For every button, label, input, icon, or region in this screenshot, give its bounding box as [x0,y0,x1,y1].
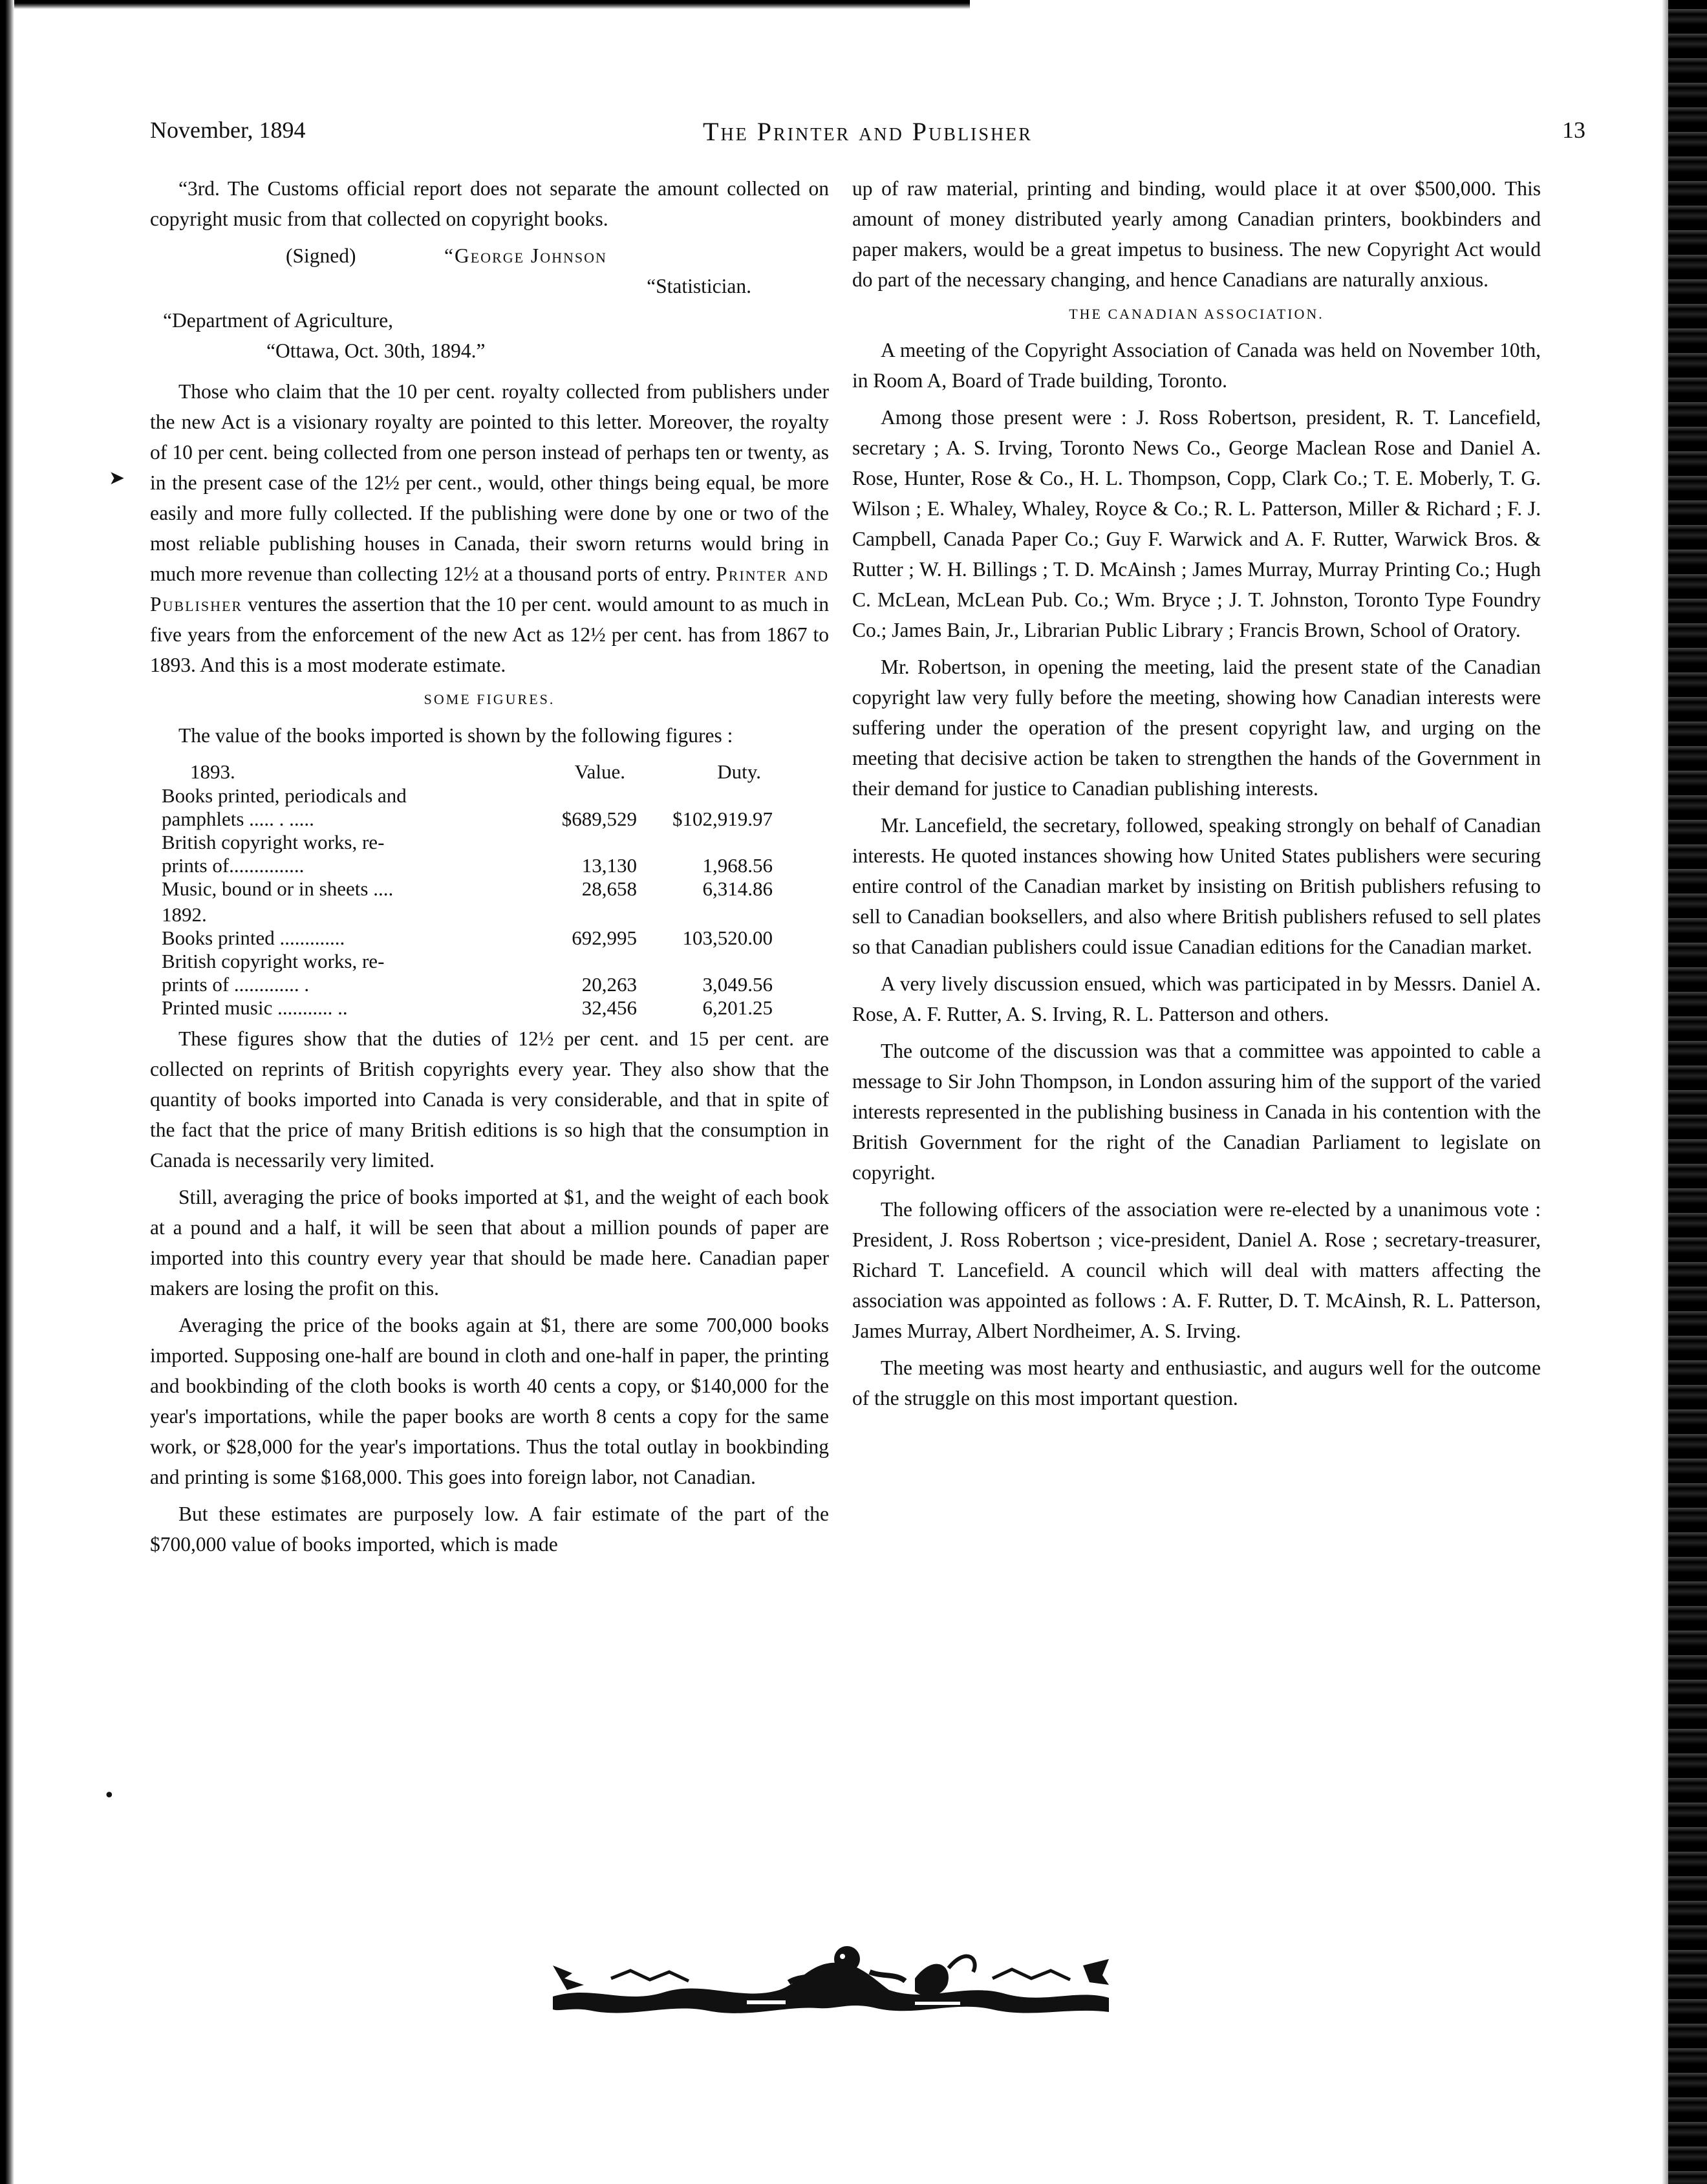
row-label: British copyright works, re- [162,950,385,972]
paragraph-robertson: Mr. Robertson, in opening the meeting, laid the present state of the Canadian copyright law very fully before the meeting, showing how Canadian interests were suffering under the operation of the present copyright law, and urging on the meeting that decisive action be taken to strengthen the hands of the Government in their demand for justice to Canadian publishing interests. [852,656,1541,800]
row-label: British copyright works, re- [162,831,385,853]
table-year-row [162,901,773,926]
signature-line [150,241,829,271]
paragraph-estimates: But these estimates are purposely low. A fair estimate of the part of the $700,000 value of books imported, which is made [150,1503,829,1556]
signer-name: “George Johnson [444,244,607,267]
paragraph-value-intro: The value of the books imported is shown by the following figures : [178,724,733,747]
row-value: 28,658 [581,877,637,900]
paragraph-present: Among those present were : J. Ross Robertson, president, R. T. Lancefield, secretary ; A. S. Irving, Toronto News Co., George Maclean Rose and Daniel A. Rose, Hunter, Rose & Co., H. L. Thompson, Copp, Clark Co.; T. E. Moberly, T. G. Wilson ; E. Whaley, Whaley, Royce & Co.; R. L. Patterson, Miller & Richard ; F. J. Campbell, Canada Paper Co.; Guy F. Warwick and A. F. Rutter, Warwick Bros. & Rutter ; W. H. Billings ; T. D. McAinsh ; James Murray, Murray Printing Co.; Hugh C. McLean, McLean Pub. Co.; Wm. Bryce ; J. T. Johnston, Toronto Type Foundry Co.; James Bain, Jr., Librarian Public Library ; Francis Brown, School of Oratory. [852,406,1541,641]
royalty-text-tail: ventures the assertion that the 10 per cent. would amount to as much in five years from the enforcement of the new Act as 12½ per cent. has from 1867 to 1893. And this is a most moderate estimate. [150,593,829,676]
paragraph-meeting: A meeting of the Copyright Association of Canada was held on November 10th, in Room A, Board of Trade building, Toronto. [852,339,1541,392]
paragraph-officers: The following officers of the association were re-elected by a unanimous vote : President, J. Ross Robertson ; vice-president, Daniel A. Rose ; secretary-treasurer, Richard T. Lancefield. A council which will deal with matters affecting the association was appointed as follows : A. F. Rutter, D. T. McAinsh, R. L. Patterson, James Murray, Albert Nordheimer, A. S. Irving. [852,1198,1541,1342]
scan-right-edge [1668,0,1707,2184]
table-row [162,854,773,877]
row-duty: 3,049.56 [702,973,773,996]
journal-name-inline: Printer and Publisher [150,562,829,616]
department-date: “Ottawa, Oct. 30th, 1894.” [266,339,486,362]
paragraph-lancefield: Mr. Lancefield, the secretary, followed, speaking strongly on behalf of Canadian interests. He quoted instances showing how United States publishers were securing entire control of the Canadian market by insisting on British publishers refusing to sell to Canadian booksellers, and also where British publishers refused to sell plates so that Canadian publishers could issue Canadian editions for the Canadian market. [852,814,1541,958]
row-duty: 103,520.00 [682,926,773,949]
row-label: prints of............... [162,854,305,877]
margin-mark: ➤ [109,467,125,489]
paragraph-binding: Averaging the price of the books again at $1, there are some 700,000 books imported. Supposing one-half are bound in cloth and one-half in paper, the printing and bookbinding of the cloth books is worth 40 cents a copy, or $140,000 for the year's importations, while the paper books are worth 8 cents a copy for the same work, or $28,000 for the year's importations. Thus the total outlay in bookbinding and printing is some $168,000. This goes into foreign labor, not Canadian. [150,1314,829,1488]
paragraph-hearty: The meeting was most hearty and enthusiastic, and augurs well for the outcome of the struggle on this most important question. [852,1356,1541,1409]
table-row [162,996,773,1020]
row-value: 32,456 [581,996,637,1019]
table-row [162,973,773,996]
row-label: Printed music ........... .. [162,996,348,1019]
right-column [852,173,1541,1420]
table-row [162,831,773,854]
paragraph-duties: These figures show that the duties of 12½ per cent. and 15 per cent. are collected on reprints of British copyrights every year. They also show that the quantity of books imported into Canada is very considerable, and that in spite of the fact that the price of many British editions is so high that the consumption in Canada is necessarily very limited. [150,1027,829,1172]
left-column [150,173,829,1566]
scan-top-edge [0,0,970,9]
table-header-row [162,757,773,784]
row-label: prints of ............. . [162,973,310,996]
paragraph-discussion: A very lively discussion ensued, which was participated in by Messrs. Daniel A. Rose, A. F. Rutter, A. S. Irving, R. L. Patterson and others. [852,972,1541,1025]
row-value: $689,529 [561,808,637,830]
row-label: Music, bound or in sheets .... [162,877,394,900]
journal-title: The Printer and Publisher [703,117,1033,146]
table-row [162,950,773,973]
scan-left-edge [0,0,14,2184]
signed-label: (Signed) [286,244,356,267]
department-line: “Department of Agriculture, [163,309,393,332]
table-row [162,808,773,831]
table-year-1893: 1893. [190,760,235,783]
table-col-value: Value. [574,760,625,783]
running-head [150,116,1585,155]
paragraph-paper: Still, averaging the price of books imported at $1, and the weight of each book at a pound and a half, it will be seen that about a million pounds of paper are imported into this country every year that should be made here. Canadian paper makers are losing the profit on this. [150,1186,829,1300]
paragraph-customs: “3rd. The Customs official report does not separate the amount collected on copyright music from that collected on copyright books. [150,177,829,230]
table-row [162,877,773,901]
row-label: pamphlets ..... . ..... [162,808,314,830]
row-duty: 1,968.56 [702,854,773,877]
row-duty: 6,314.86 [702,877,773,900]
row-duty: $102,919.97 [672,808,773,830]
row-label: Books printed ............. [162,926,345,949]
issue-date: November, 1894 [150,117,306,143]
row-value: 20,263 [581,973,637,996]
margin-mark: • [103,1784,115,1807]
table-year-1892: 1892. [162,903,207,926]
subhead-canadian-association: THE CANADIAN ASSOCIATION. [1069,306,1324,322]
paragraph-continued: up of raw material, printing and binding, would place it at over $500,000. This amount of money distributed yearly among Canadian printers, bookbinders and paper makers, would be a great impetus to business. The new Copyright Act would do part of the necessary changing, and hence Canadians are naturally anxious. [852,177,1541,291]
table-row [162,784,773,808]
subhead-some-figures: SOME FIGURES. [424,691,555,707]
tailpiece-vignette-icon [553,1940,1109,2024]
table-col-duty: Duty. [717,760,761,783]
row-value: 692,995 [572,926,637,949]
row-duty: 6,201.25 [702,996,773,1019]
table-row [162,926,773,950]
paragraph-outcome: The outcome of the discussion was that a committee was appointed to cable a message to Sir John Thompson, in London assuring him of the support of the varied interests represented in the publishing business in Canada in his contention with the British Government for the right of the Canadian Parliament to legislate on copyright. [852,1040,1541,1184]
paragraph-royalty [150,376,829,680]
row-label: Books printed, periodicals and [162,784,407,807]
imports-table [162,757,773,1020]
signer-title: “Statistician. [647,275,751,297]
row-value: 13,130 [581,854,637,877]
royalty-text: Those who claim that the 10 per cent. royalty collected from publishers under the new Act is a visionary royalty are pointed to this letter. Moreover, the royalty of 10 per cent. being collected from one person instead of perhaps ten or twenty, as in the present case of the 12½ per cent., would, other things being equal, be more easily and more fully collected. If the publishing were done by one or two of the most reliable publishing houses in Canada, their sworn returns would bring in much more revenue than collecting 12½ at a thousand ports of entry. [150,380,829,585]
page-number: 13 [1562,117,1585,143]
